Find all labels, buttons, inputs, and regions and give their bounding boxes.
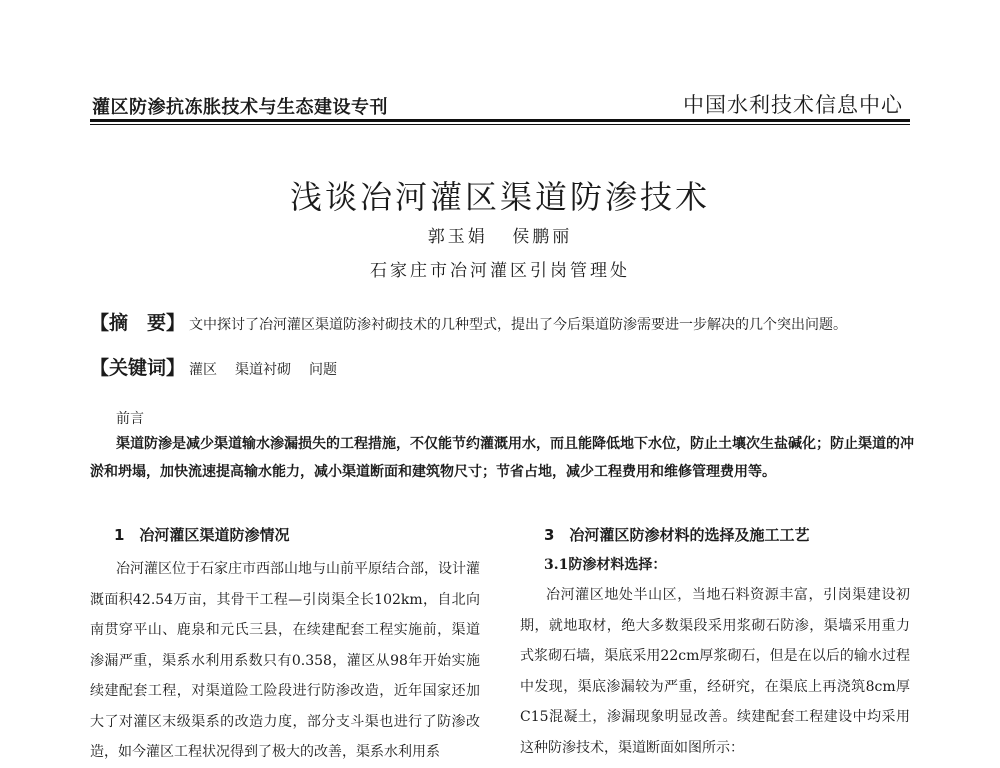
author-2: 侯鹏丽 bbox=[512, 227, 573, 247]
author-list bbox=[0, 222, 1000, 247]
affiliation: 石家庄市冶河灌区引岗管理处 bbox=[370, 261, 630, 281]
section-3-heading: 3 冶河灌区防渗材料的选择及施工工艺 bbox=[544, 526, 810, 544]
right-column bbox=[520, 524, 910, 763]
section-3-1-heading: 3.1防渗材料选择： bbox=[544, 557, 667, 573]
header-rule-thick bbox=[90, 119, 910, 122]
abstract-label: 【摘 要】 bbox=[90, 312, 186, 334]
keyword-1: 灌区 bbox=[189, 362, 218, 378]
organization-header: 中国水利技术信息中心 bbox=[683, 93, 903, 117]
left-column bbox=[90, 524, 480, 768]
section-3-paragraph: 冶河灌区地处半山区，当地石料资源丰富，引岗渠建设初期，就地取材，绝大多数渠段采用浆砌石防渗，渠墙采用重力式浆砌石墙，渠底采用22cm厚浆砌石，但是在以后的输水过程中发现，渠底渗漏较为严重，经研究，在渠底上再浇筑8cm厚C15混凝土，渗漏现象明显改善。续建配套工程建设中均采用这种防渗技术，渠道断面如图所示： bbox=[520, 587, 910, 756]
keywords bbox=[90, 353, 920, 380]
keywords-label: 【关键词】 bbox=[90, 357, 186, 379]
paper-title: 浅谈冶河灌区渠道防渗技术 bbox=[289, 178, 710, 216]
keyword-2: 渠道衬砌 bbox=[235, 362, 292, 378]
preface-paragraph: 渠道防渗是减少渠道输水渗漏损失的工程措施，不仅能节约灌溉用水，而且能降低地下水位，防止土壤次生盐碱化；防止渠道的冲淤和坍塌，加快流速提高输水能力，减小渠道断面和建筑物尺寸；节省占地，减少工程费用和维修管理费用等。 bbox=[90, 436, 914, 480]
preface-heading: 前言 bbox=[116, 411, 144, 427]
section-1-heading: 1 冶河灌区渠道防渗情况 bbox=[114, 526, 290, 544]
keyword-3: 问题 bbox=[309, 362, 338, 378]
section-1-paragraph: 冶河灌区位于石家庄市西部山地与山前平原结合部，设计灌溉面积42.54万亩，其骨干工程—引岗渠全长102km，自北向南贯穿平山、鹿泉和元氏三县，在续建配套工程实施前，渠道渗漏严重，渠系水利用系数只有0.358，灌区从98年开始实施续建配套工程，对渠道险工险段进行防渗改造，近年国家还加大了对灌区末级渠系的改造力度，部分支斗渠也进行了防渗改造，如今灌区工程状况得到了极大的改善，渠系水利用系 bbox=[90, 561, 480, 760]
author-1: 郭玉娟 bbox=[427, 227, 488, 247]
abstract bbox=[90, 308, 920, 335]
journal-header: 灌区防渗抗冻胀技术与生态建设专刊 bbox=[92, 97, 388, 118]
header-rule-thin bbox=[90, 124, 910, 125]
abstract-text: 文中探讨了冶河灌区渠道防渗衬砌技术的几种型式，提出了今后渠道防渗需要进一步解决的几个突出问题。 bbox=[189, 317, 848, 333]
